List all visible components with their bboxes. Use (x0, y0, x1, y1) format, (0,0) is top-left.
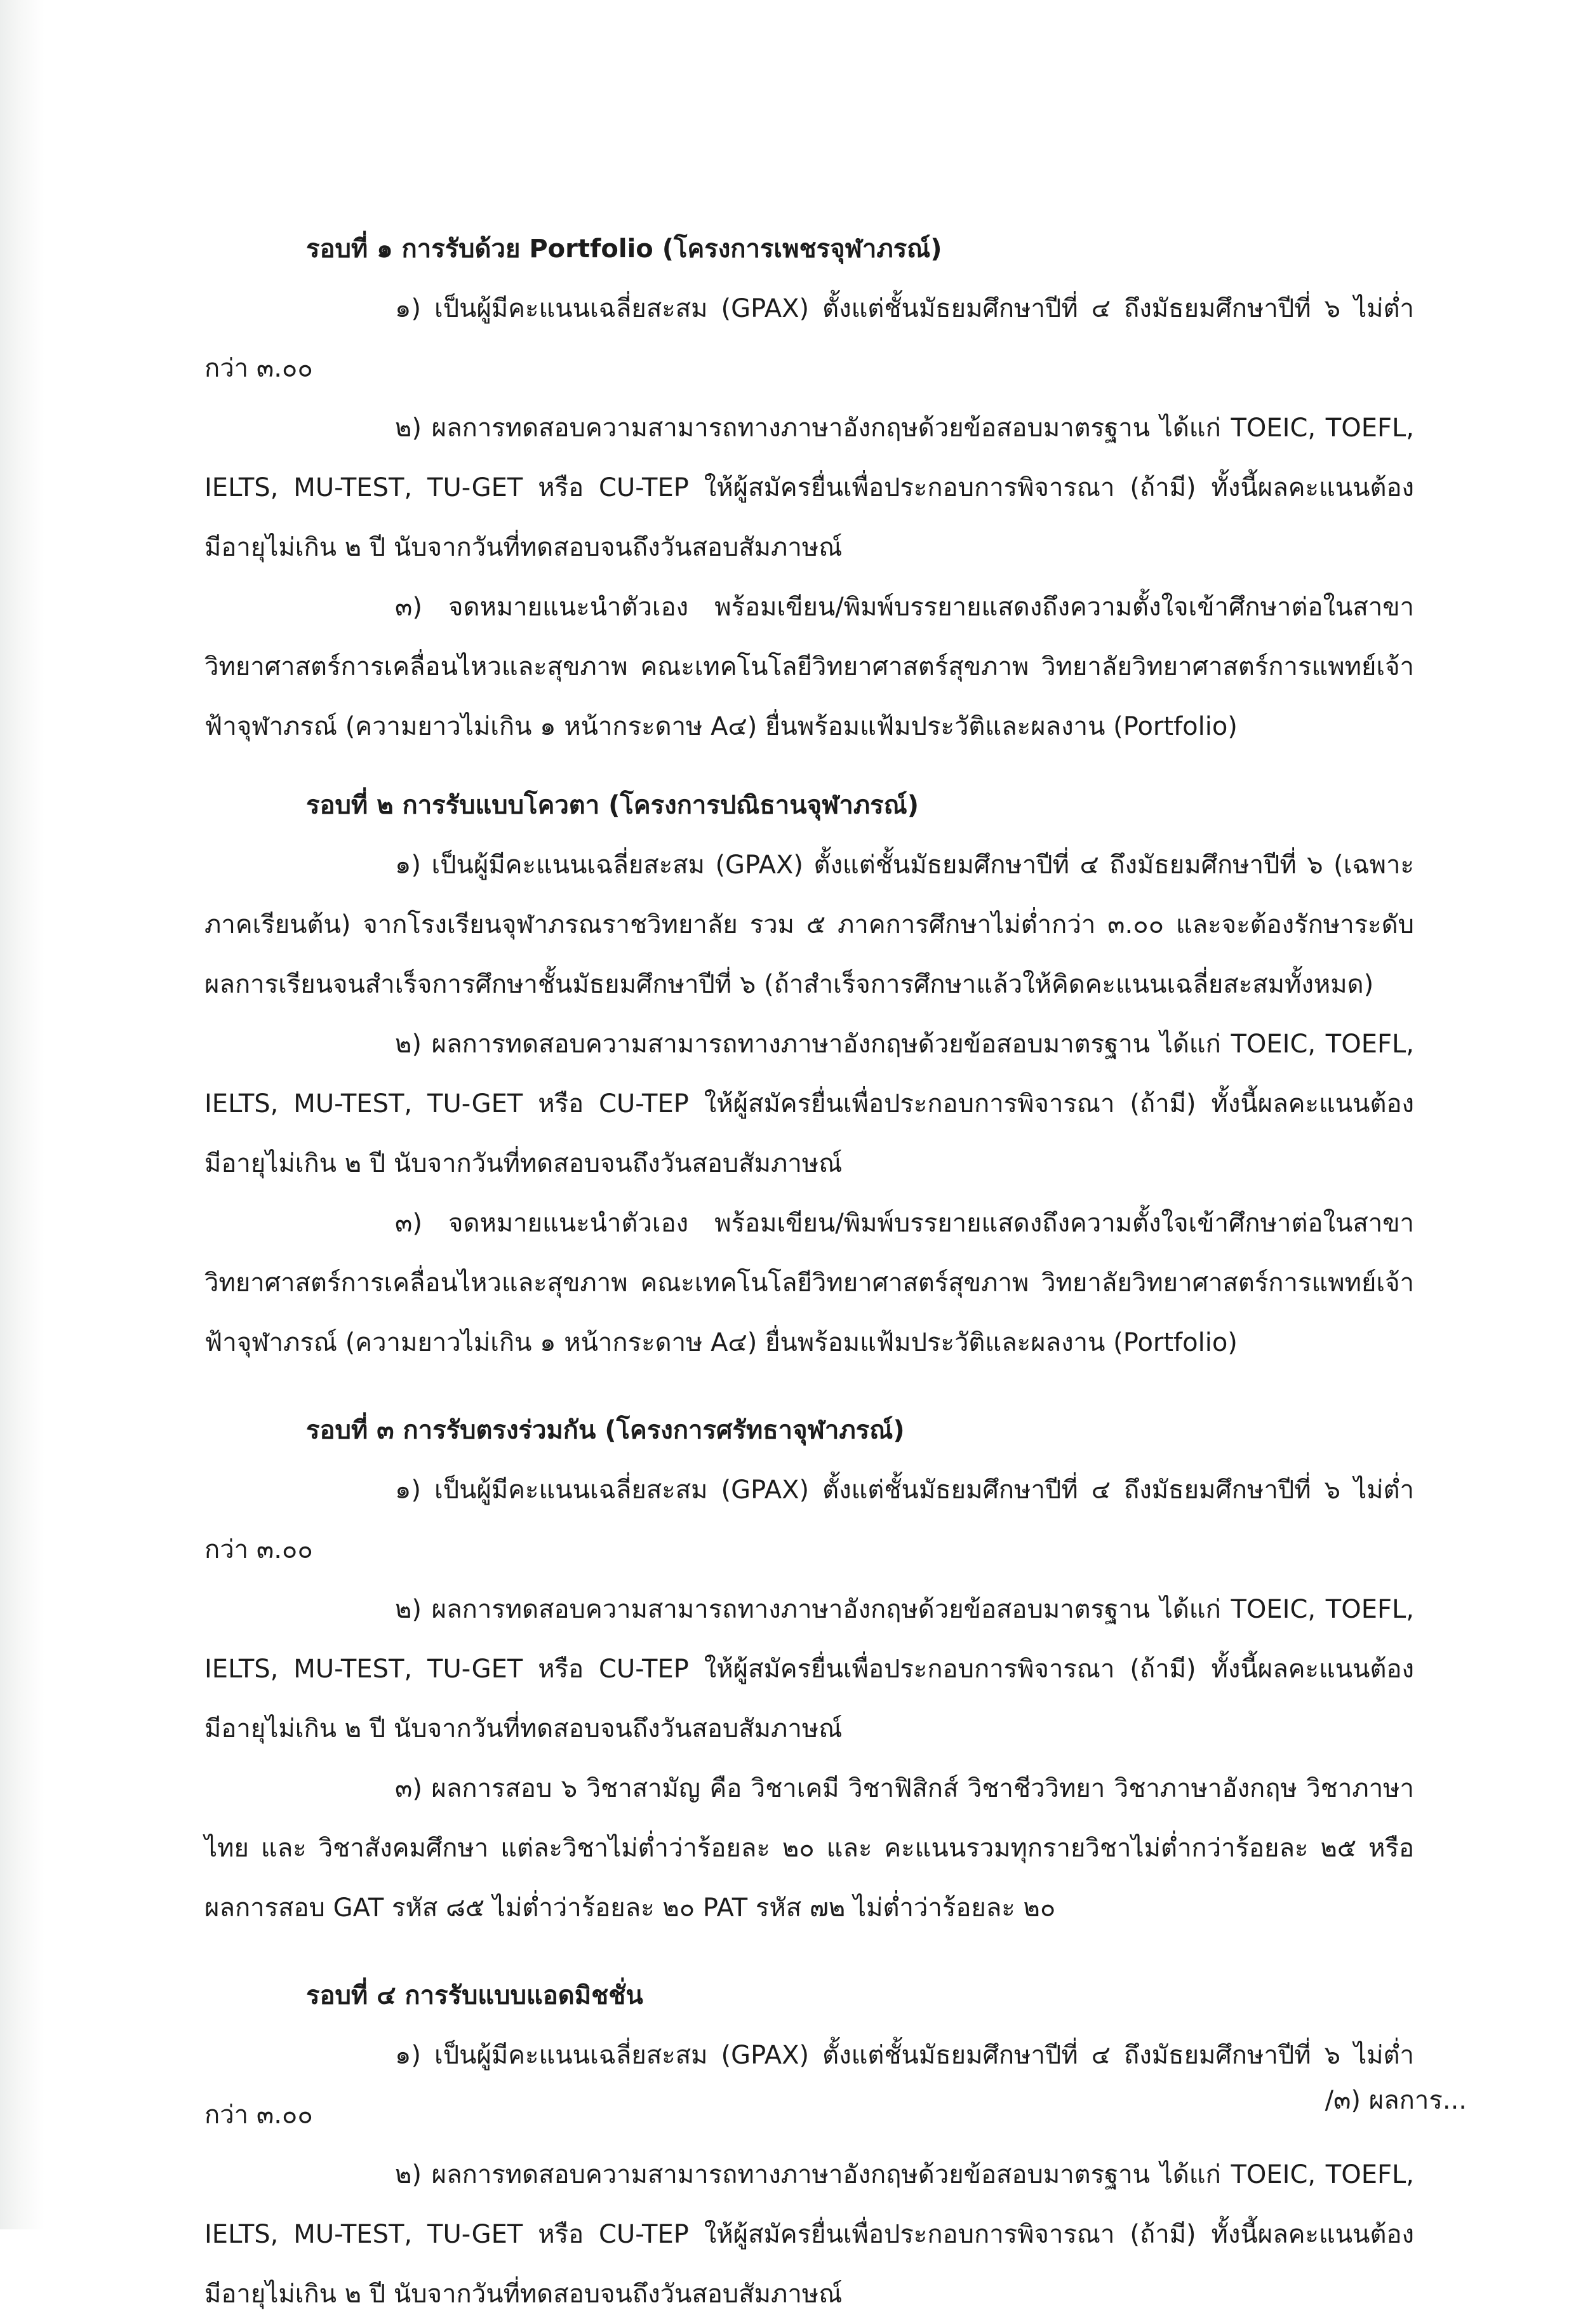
round-4-section (204, 1966, 1414, 2324)
round-4-item-2: ๒) ผลการทดสอบความสามารถทางภาษาอังกฤษด้วยข้อสอบมาตรฐาน ได้แก่ TOEIC, TOEFL, IELTS, MU-TEST, TU-GET หรือ CU-TEP ให้ผู้สมัครยื่นเพื่อประกอบการพิจารณา (ถ้ามี) ทั้งนี้ผลคะแนนต้องมีอายุไม่เกิน ๒ ปี นับจากวันที่ทดสอบจนถึงวันสอบสัมภาษณ์ (204, 2160, 1414, 2309)
round-4-heading: รอบที่ ๔ การรับแบบแอดมิชชั่น (306, 1981, 643, 2010)
round-3-item-2: ๒) ผลการทดสอบความสามารถทางภาษาอังกฤษด้วยข้อสอบมาตรฐาน ได้แก่ TOEIC, TOEFL, IELTS, MU-TEST, TU-GET หรือ CU-TEP ให้ผู้สมัครยื่นเพื่อประกอบการพิจารณา (ถ้ามี) ทั้งนี้ผลคะแนนต้องมีอายุไม่เกิน ๒ ปี นับจากวันที่ทดสอบจนถึงวันสอบสัมภาษณ์ (204, 1595, 1414, 1743)
round-1-section (204, 219, 1414, 756)
round-2-item-2: ๒) ผลการทดสอบความสามารถทางภาษาอังกฤษด้วยข้อสอบมาตรฐาน ได้แก่ TOEIC, TOEFL, IELTS, MU-TEST, TU-GET หรือ CU-TEP ให้ผู้สมัครยื่นเพื่อประกอบการพิจารณา (ถ้ามี) ทั้งนี้ผลคะแนนต้องมีอายุไม่เกิน ๒ ปี นับจากวันที่ทดสอบจนถึงวันสอบสัมภาษณ์ (204, 1030, 1414, 1178)
spacer (204, 1373, 1414, 1400)
round-3-item-3: ๓) ผลการสอบ ๖ วิชาสามัญ คือ วิชาเคมี วิชาฟิสิกส์ วิชาชีววิทยา วิชาภาษาอังกฤษ วิชาภาษาไทย และ วิชาสังคมศึกษา แต่ละวิชาไม่ต่ำว่าร้อยละ ๒๐ และ คะแนนรวมทุกรายวิชาไม่ต่ำกว่าร้อยละ ๒๕ หรือ ผลการสอบ GAT รหัส ๘๕ ไม่ต่ำว่าร้อยละ ๒๐ PAT รหัส ๗๒ ไม่ต่ำว่าร้อยละ ๒๐ (204, 1774, 1414, 1923)
scan-edge (0, 0, 44, 2229)
spacer (204, 756, 1414, 776)
round-2-item-1: ๑) เป็นผู้มีคะแนนเฉลี่ยสะสม (GPAX) ตั้งแต่ชั้นมัธยมศึกษาปีที่ ๔ ถึงมัธยมศึกษาปีที่ ๖ (เฉพาะภาคเรียนต้น) จากโรงเรียนจุฬาภรณราชวิทยาลัย รวม ๕ ภาคการศึกษาไม่ต่ำกว่า ๓.๐๐ และจะต้องรักษาระดับผลการเรียนจนสำเร็จการศึกษาชั้นมัธยมศึกษาปีที่ ๖ (ถ้าสำเร็จการศึกษาแล้วให้คิดคะแนนเฉลี่ยสะสมทั้งหมด) (204, 850, 1414, 999)
round-2-heading: รอบที่ ๒ การรับแบบโควตา (โครงการปณิธานจุฬาภรณ์) (306, 791, 919, 820)
round-1-item-2: ๒) ผลการทดสอบความสามารถทางภาษาอังกฤษด้วยข้อสอบมาตรฐาน ได้แก่ TOEIC, TOEFL, IELTS, MU-TEST, TU-GET หรือ CU-TEP ให้ผู้สมัครยื่นเพื่อประกอบการพิจารณา (ถ้ามี) ทั้งนี้ผลคะแนนต้องมีอายุไม่เกิน ๒ ปี นับจากวันที่ทดสอบจนถึงวันสอบสัมภาษณ์ (204, 413, 1414, 562)
round-4-item-1: ๑) เป็นผู้มีคะแนนเฉลี่ยสะสม (GPAX) ตั้งแต่ชั้นมัธยมศึกษาปีที่ ๔ ถึงมัธยมศึกษาปีที่ ๖ ไม่ต่ำกว่า ๓.๐๐ (204, 2041, 1414, 2130)
document-body (204, 219, 1414, 2324)
round-1-item-1: ๑) เป็นผู้มีคะแนนเฉลี่ยสะสม (GPAX) ตั้งแต่ชั้นมัธยมศึกษาปีที่ ๔ ถึงมัธยมศึกษาปีที่ ๖ ไม่ต่ำกว่า ๓.๐๐ (204, 294, 1414, 383)
round-1-heading: รอบที่ ๑ การรับด้วย Portfolio (โครงการเพชรจุฬาภรณ์) (306, 234, 942, 264)
round-3-item-1: ๑) เป็นผู้มีคะแนนเฉลี่ยสะสม (GPAX) ตั้งแต่ชั้นมัธยมศึกษาปีที่ ๔ ถึงมัธยมศึกษาปีที่ ๖ ไม่ต่ำกว่า ๓.๐๐ (204, 1475, 1414, 1564)
continuation-note: /๓) ผลการ... (1325, 2086, 1467, 2115)
spacer (204, 1938, 1414, 1966)
round-3-section (204, 1400, 1414, 1938)
round-1-item-3: ๓) จดหมายแนะนำตัวเอง พร้อมเขียน/พิมพ์บรรยายแสดงถึงความตั้งใจเข้าศึกษาต่อในสาขาวิทยาศาสตร์การเคลื่อนไหวและสุขภาพ คณะเทคโนโลยีวิทยาศาสตร์สุขภาพ วิทยาลัยวิทยาศาสตร์การแพทย์เจ้าฟ้าจุฬาภรณ์ (ความยาวไม่เกิน ๑ หน้ากระดาษ A๔) ยื่นพร้อมแฟ้มประวัติและผลงาน (Portfolio) (204, 593, 1414, 741)
round-2-section (204, 776, 1414, 1373)
round-2-item-3: ๓) จดหมายแนะนำตัวเอง พร้อมเขียน/พิมพ์บรรยายแสดงถึงความตั้งใจเข้าศึกษาต่อในสาขาวิทยาศาสตร์การเคลื่อนไหวและสุขภาพ คณะเทคโนโลยีวิทยาศาสตร์สุขภาพ วิทยาลัยวิทยาศาสตร์การแพทย์เจ้าฟ้าจุฬาภรณ์ (ความยาวไม่เกิน ๑ หน้ากระดาษ A๔) ยื่นพร้อมแฟ้มประวัติและผลงาน (Portfolio) (204, 1209, 1414, 1357)
round-3-heading: รอบที่ ๓ การรับตรงร่วมกัน (โครงการศรัทธาจุฬาภรณ์) (306, 1416, 905, 1445)
